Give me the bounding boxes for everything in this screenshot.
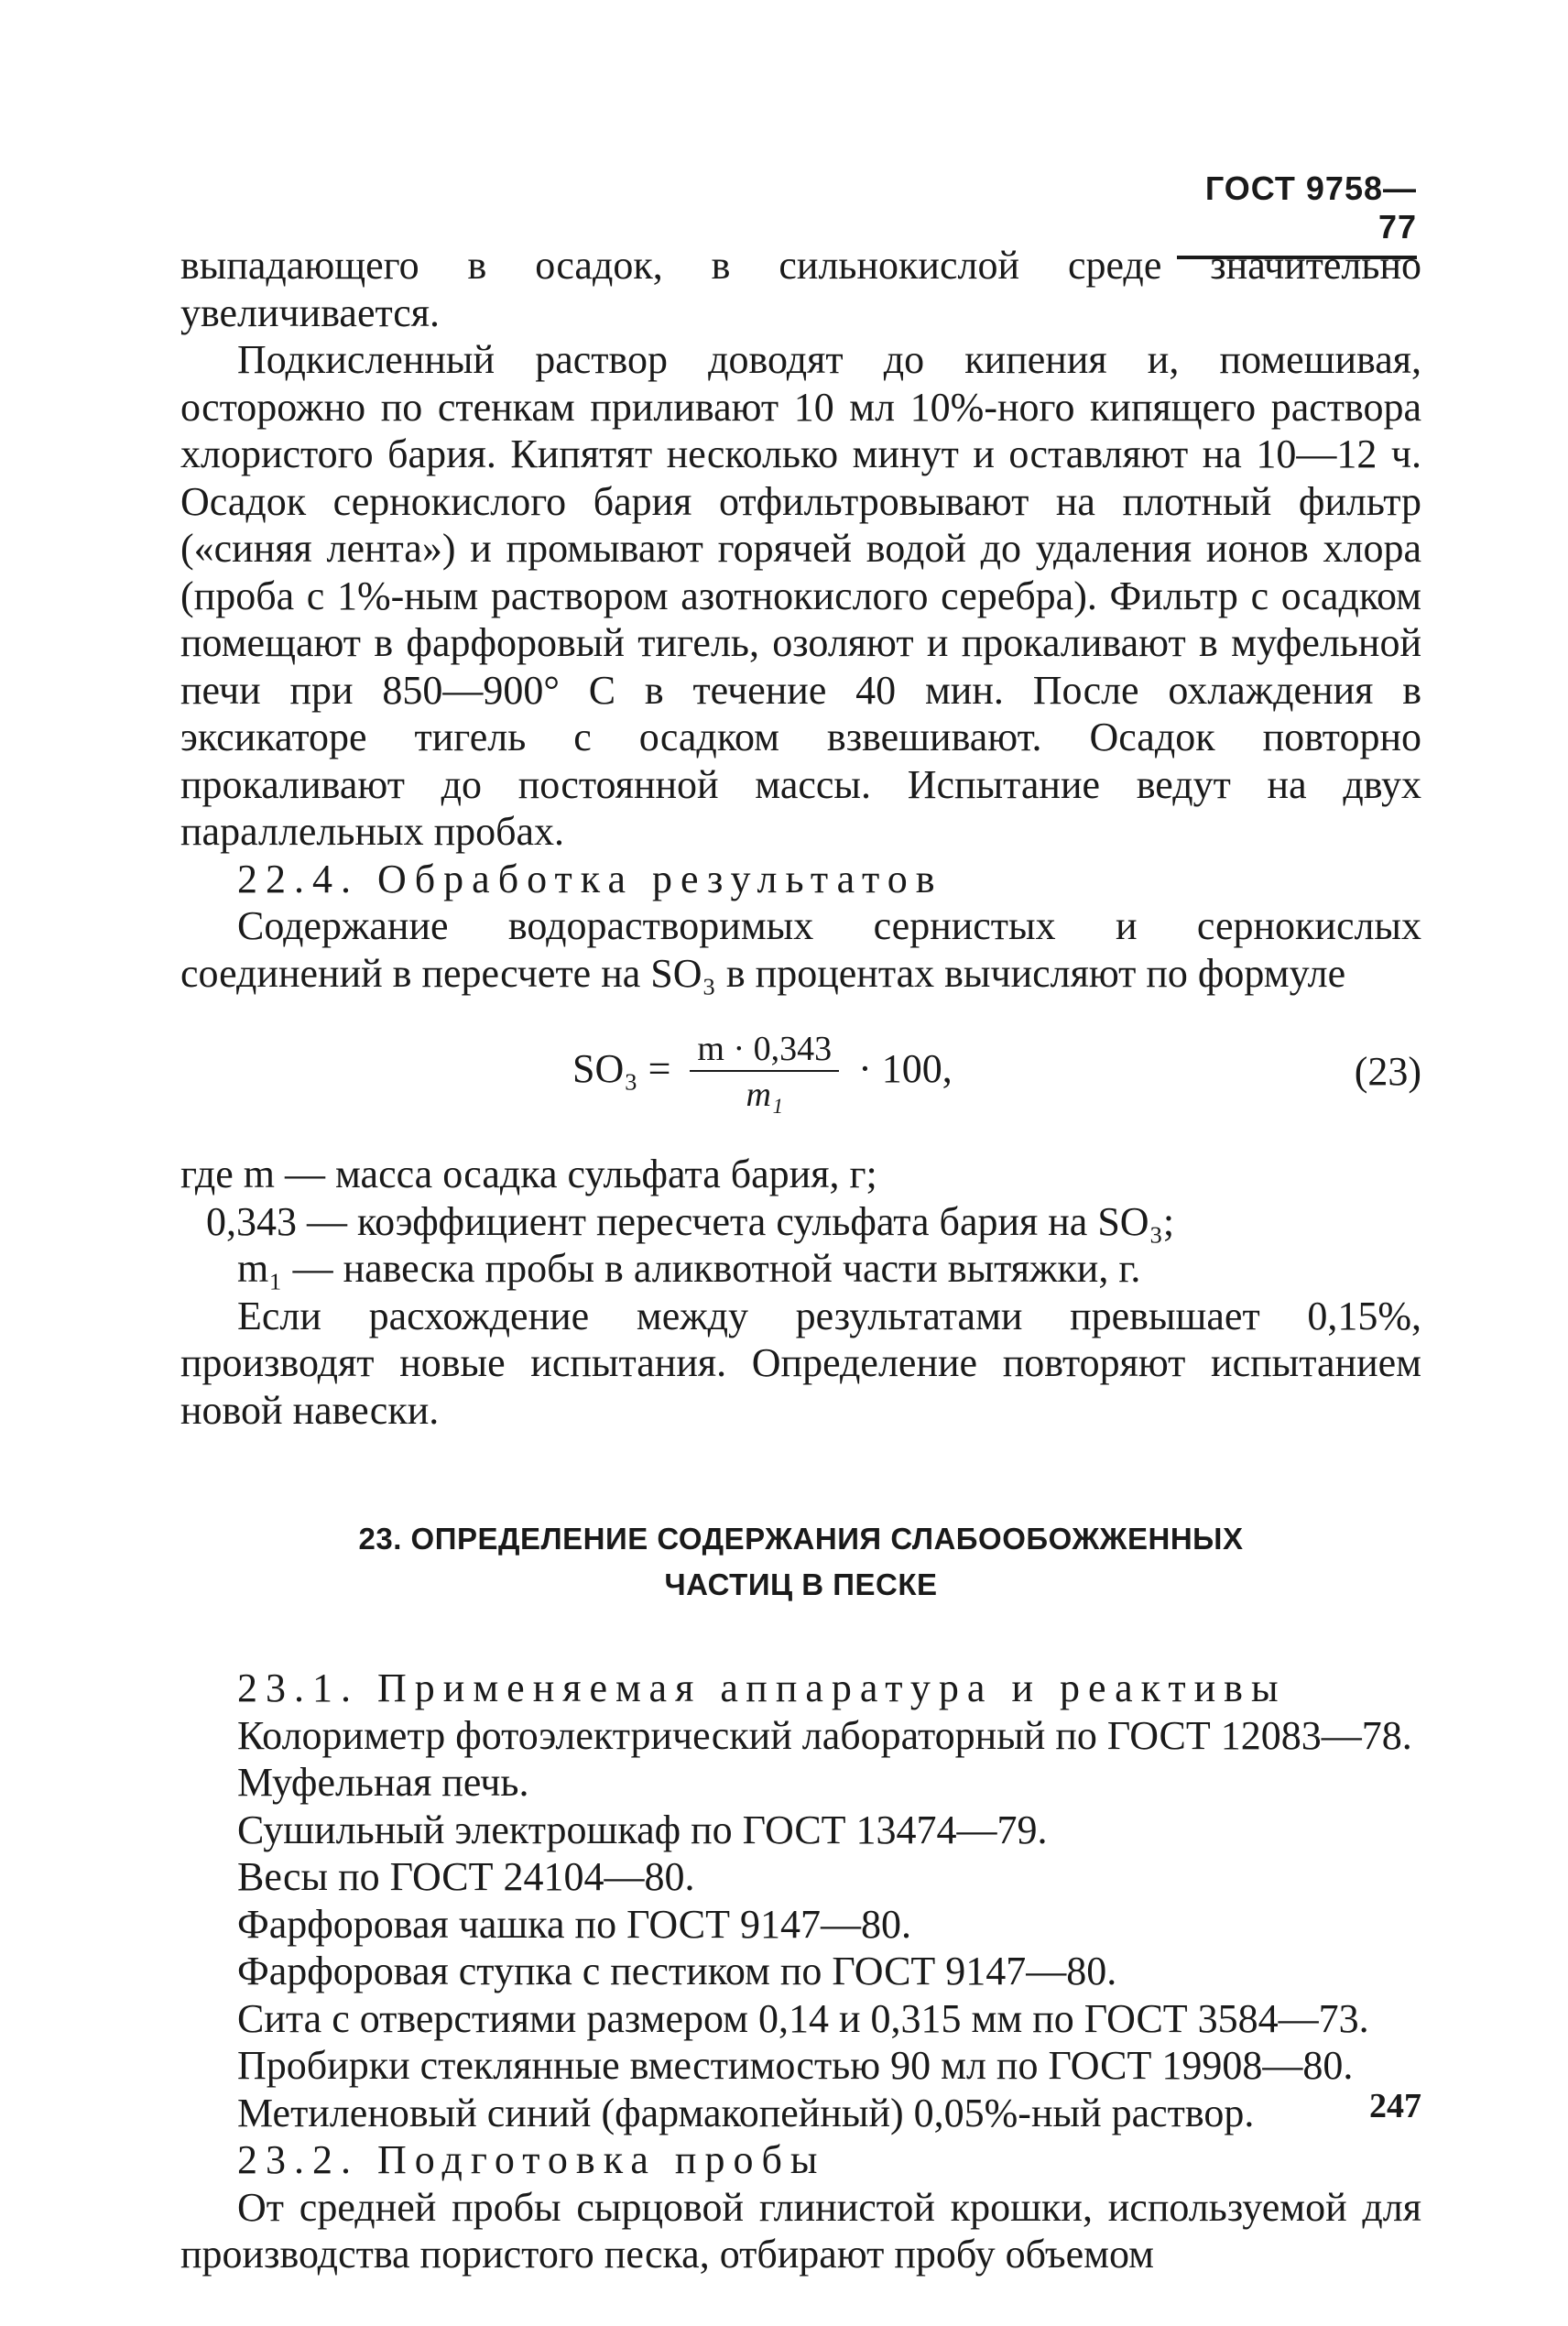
- paragraph: Содержание водорастворимых сернистых и сернокислых соединений в пересчете на SO₃ в процентах вычисляют по формуле: [180, 903, 1421, 996]
- paragraph: От средней пробы сырцовой глинистой крошки, используемой для производства пористого песка, отбирают пробу объемом: [180, 2184, 1421, 2277]
- paragraph: Если расхождение между результатами превышает 0,15%, производят новые испытания. Определение повторяют испытанием новой навески.: [180, 1293, 1421, 1433]
- definition-coefficient: 0,343 — коэффициент пересчета сульфата бария на SO₃;: [206, 1198, 1175, 1244]
- definition-m1: m₁ — навеска пробы в аликвотной части вытяжки, г.: [237, 1246, 1141, 1291]
- section-23-title: [180, 1516, 1421, 1608]
- formula-fraction: [690, 1028, 839, 1118]
- formula-number: (23): [1354, 1049, 1421, 1094]
- list-item: Пробирки стеклянные вместимостью 90 мл по ГОСТ 19908—80.: [237, 2043, 1354, 2088]
- list-item: Сита с отверстиями размером 0,14 и 0,315 мм по ГОСТ 3584—73.: [237, 1995, 1369, 2041]
- definition-m: где m — масса осадка сульфата бария, г;: [180, 1152, 877, 1196]
- subsection-heading-23-2: 23.2. Подготовка пробы: [237, 2137, 826, 2182]
- list-item: Колориметр фотоэлектрический лабораторный по ГОСТ 12083—78.: [237, 1712, 1412, 1758]
- formula-rhs: · 100,: [858, 1046, 953, 1092]
- page-body: [180, 242, 1421, 2278]
- list-item: Сушильный электрошкаф по ГОСТ 13474—79.: [237, 1807, 1048, 1852]
- section-title-line: ЧАСТИЦ В ПЕСКЕ: [664, 1567, 938, 1601]
- list-item: Весы по ГОСТ 24104—80.: [237, 1854, 695, 1899]
- formula-lhs: SO₃ =: [572, 1046, 671, 1092]
- list-item: Фарфоровая ступка с пестиком по ГОСТ 9147—80.: [237, 1949, 1117, 1993]
- subsection-heading-23-1: 23.1. Применяемая аппаратура и реактивы: [237, 1665, 1287, 1710]
- formula-denominator: m₁: [746, 1076, 784, 1114]
- standard-header: ГОСТ 9758—77: [1177, 169, 1417, 259]
- paragraph: выпадающего в осадок, в сильнокислой среде значительно увеличивается.: [180, 243, 1421, 335]
- section-title-line: 23. ОПРЕДЕЛЕНИЕ СОДЕРЖАНИЯ СЛАБООБОЖЖЕННЫХ: [358, 1522, 1244, 1556]
- paragraph: Подкисленный раствор доводят до кипения и, помешивая, осторожно по стенкам приливают 10 мл 10%-ного кипящего раствора хлористого бария. Кипятят несколько минут и оставляют на 10—12 ч. Осадок сернокислого бария отфильтровывают на плотный фильтр («синяя лента») и промывают горячей водой до удаления ионов хлора (проба с 1%-ным раствором азотнокислого серебра). Фильтр с осадком помещают в фарфоровый тигель, озоляют и прокаливают в муфельной печи при 850—900° С в течение 40 мин. После охлаждения в эксикаторе тигель с осадком взвешивают. Осадок повторно прокаливают до постоянной массы. Испытание ведут на двух параллельных пробах.: [180, 337, 1421, 854]
- list-item: Муфельная печь.: [237, 1760, 529, 1805]
- list-item: Метиленовый синий (фармакопейный) 0,05%-ный раствор.: [237, 2090, 1255, 2135]
- formula-numerator: m · 0,343: [690, 1028, 839, 1072]
- subsection-heading-22-4: 22.4. Обработка результатов: [237, 856, 943, 901]
- formula-23: [180, 1011, 1421, 1132]
- list-item: Фарфоровая чашка по ГОСТ 9147—80.: [237, 1901, 911, 1947]
- formula-expression: [572, 1028, 953, 1118]
- page-number: 247: [1369, 2087, 1421, 2125]
